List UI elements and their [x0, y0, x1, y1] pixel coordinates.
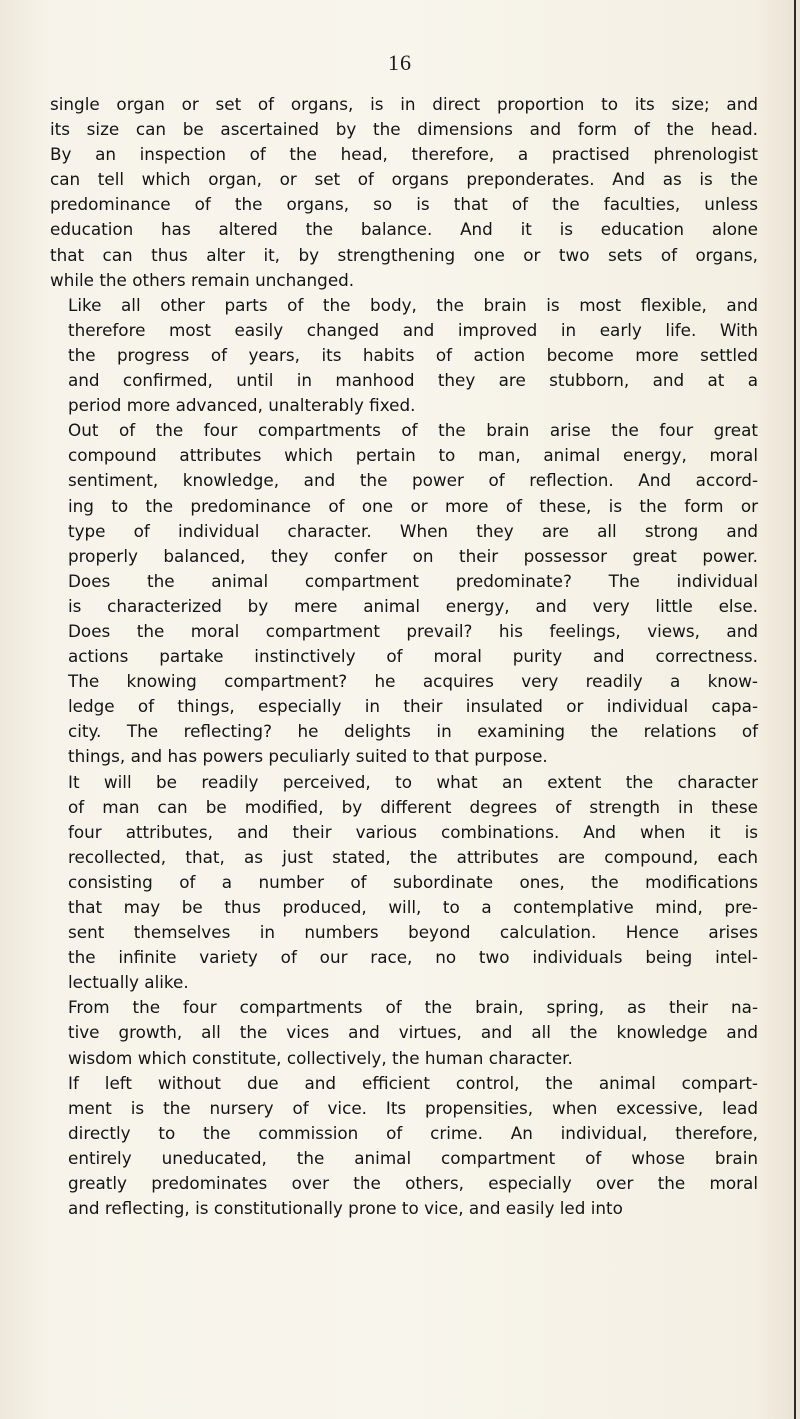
page-number: 16 [388, 50, 412, 75]
text-line: Does the animal compartment predominate? The individual [68, 570, 758, 591]
text-line: compound attributes which pertain to man, animal energy, moral [68, 445, 758, 466]
paragraph [50, 770, 758, 996]
text-line: therefore most easily changed and improved in early life. With [68, 319, 758, 340]
text-line: Like all other parts of the body, the brain is most flexible, and [68, 294, 758, 315]
text-line: Does the moral compartment prevail? his feelings, views, and [68, 620, 758, 641]
text-line: properly balanced, they confer on their possessor great power. [68, 545, 758, 566]
text-line: is characterized by mere animal energy, and very little else. [68, 595, 758, 616]
text-line: consisting of a number of subordinate ones, the modifications [68, 871, 758, 892]
text-line: can tell which organ, or set of organs preponderates. And as is the [50, 169, 758, 190]
text-line: type of individual character. When they are all strong and [68, 520, 758, 541]
paragraph [50, 92, 758, 293]
text-line: recollected, that, as just stated, the attributes are compound, each [68, 846, 758, 867]
text-line: single organ or set of organs, is in direct proportion to its size; and [50, 94, 758, 114]
text-line: sent themselves in numbers beyond calculation. Hence arises [68, 922, 758, 943]
text-line: actions partake instinctively of moral purity and correctness. [68, 646, 758, 667]
text-line: It will be readily perceived, to what an extent the character [68, 771, 758, 792]
text-line: lectually alike. [68, 972, 189, 993]
text-line: and reflecting, is constitutionally prone to vice, and easily led into [68, 1198, 623, 1219]
paragraph [50, 995, 758, 1070]
text-line: predominance of the organs, so is that of the faculties, unless [50, 194, 758, 215]
text-line: From the four compartments of the brain, spring, as their na- [68, 997, 758, 1018]
text-line: greatly predominates over the others, especially over the moral [68, 1173, 758, 1194]
text-line: while the others remain unchanged. [50, 269, 355, 290]
text-line: the progress of years, its habits of action become more settled [68, 344, 758, 365]
text-line: city. The reflecting? he delights in examining the relations of [68, 721, 758, 742]
text-line: ledge of things, especially in their insulated or individual capa- [68, 696, 758, 717]
text-line: tive growth, all the vices and virtues, and all the knowledge and [68, 1022, 758, 1043]
text-line: sentiment, knowledge, and the power of reflection. And accord- [68, 470, 758, 491]
text-line: of man can be modified, by different degrees of strength in these [68, 796, 758, 817]
paragraph [50, 418, 758, 769]
text-line: that can thus alter it, by strengthening one or two sets of organs, [50, 244, 758, 265]
text-line: four attributes, and their various combinations. And when it is [68, 821, 758, 842]
text-line: wisdom which constitute, collectively, the human character. [68, 1047, 573, 1068]
page-text [50, 92, 758, 1221]
text-line: directly to the commission of crime. An individual, therefore, [68, 1122, 758, 1143]
text-line: ment is the nursery of vice. Its propensities, when excessive, lead [68, 1097, 758, 1118]
text-line: entirely uneducated, the animal compartment of whose brain [68, 1147, 758, 1168]
paragraph [50, 293, 758, 418]
text-line: By an inspection of the head, therefore, a practised phrenologist [50, 144, 758, 165]
text-line: ing to the predominance of one or more of these, is the form or [68, 495, 758, 516]
text-line: the infinite variety of our race, no two individuals being intel- [68, 947, 758, 968]
text-line: things, and has powers peculiarly suited to that purpose. [68, 746, 548, 767]
text-line: The knowing compartment? he acquires very readily a know- [68, 671, 758, 692]
paragraph [50, 1071, 758, 1222]
text-line: education has altered the balance. And it is education alone [50, 219, 758, 240]
text-line: period more advanced, unalterably fixed. [68, 395, 416, 416]
text-line: Out of the four compartments of the brain arise the four great [68, 420, 758, 441]
text-line: and confirmed, until in manhood they are stubborn, and at a [68, 370, 758, 391]
text-line: If left without due and efficient control, the animal compart- [68, 1072, 758, 1093]
text-line: its size can be ascertained by the dimensions and form of the head. [50, 119, 758, 140]
text-line: that may be thus produced, will, to a contemplative mind, pre- [68, 897, 758, 917]
